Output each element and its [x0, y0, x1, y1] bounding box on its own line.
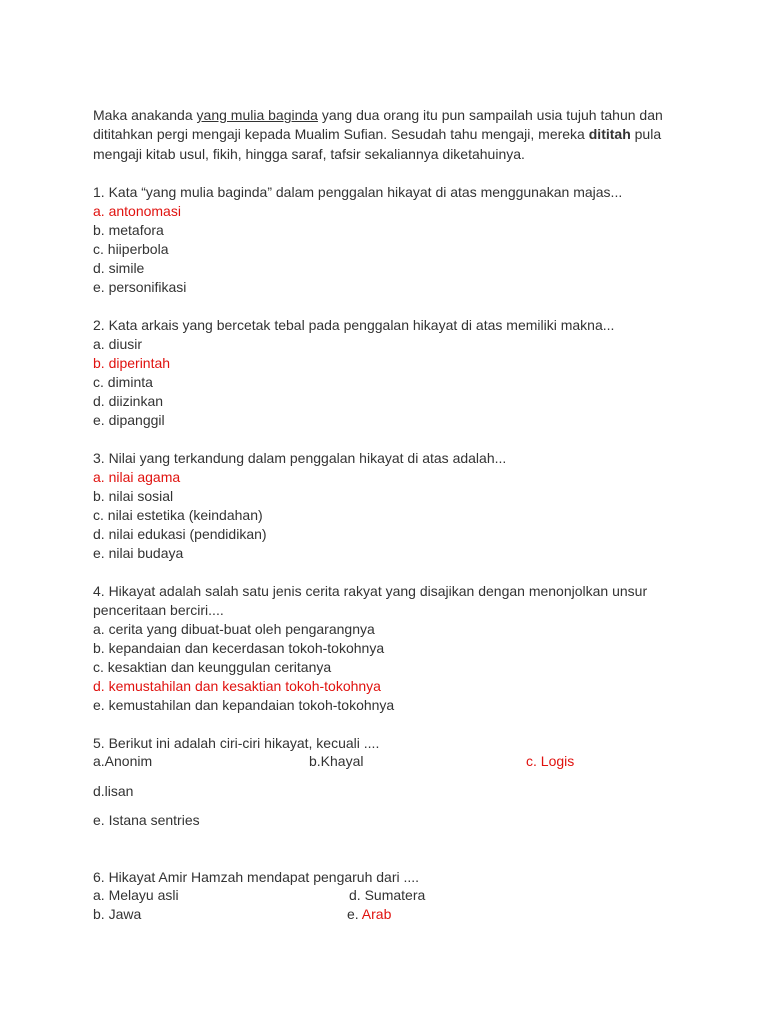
option-c: c. kesaktian dan keunggulan ceritanya: [93, 658, 332, 675]
option-a: a. diusir: [93, 335, 143, 352]
options-row: [93, 906, 683, 925]
option-a: a.Anonim: [93, 752, 153, 769]
option-d: d. Sumatera: [349, 886, 426, 903]
option-b: b. nilai sosial: [93, 487, 174, 504]
option-a: a. Melayu asli: [93, 886, 179, 903]
option-d: d. nilai edukasi (pendidikan): [93, 525, 267, 542]
question-stem: 4. Hikayat adalah salah satu jenis cerita rakyat yang disajikan dengan menonjolkan unsur: [93, 582, 648, 599]
passage-underlined-phrase: yang mulia baginda: [196, 107, 318, 123]
option-b-answer: b. diperintah: [93, 354, 171, 371]
option-c: c. hiiperbola: [93, 240, 169, 257]
question-5: [93, 734, 683, 830]
passage-text: pula mengaji kitab usul, fikih, hingga saraf, tafsir sekaliannya diketahuinya.: [93, 126, 662, 162]
option-b: b.Khayal: [309, 752, 364, 769]
question-4: [93, 582, 683, 715]
question-stem: 5. Berikut ini adalah ciri-ciri hikayat, kecuali ....: [93, 734, 380, 751]
passage-text: Maka anakanda: [93, 107, 197, 123]
passage-bold-word: dititah: [588, 126, 631, 143]
question-stem: 1. Kata “yang mulia baginda” dalam penggalan hikayat di atas menggunakan majas...: [93, 183, 623, 200]
option-e: e. dipanggil: [93, 411, 165, 428]
option-e-prefix: e.: [347, 905, 362, 922]
question-1: [93, 183, 683, 297]
question-stem-continued: penceritaan berciri....: [93, 601, 224, 618]
option-e: [347, 906, 391, 922]
option-c-answer: c. Logis: [526, 752, 575, 769]
option-b: b. kepandaian dan kecerdasan tokoh-tokohnya: [93, 639, 385, 656]
options-row: [93, 887, 683, 906]
option-b: b. metafora: [93, 221, 164, 238]
question-stem: 3. Nilai yang terkandung dalam penggalan hikayat di atas adalah...: [93, 449, 507, 466]
option-e-answer: Arab: [361, 905, 392, 922]
option-a: a. cerita yang dibuat-buat oleh pengarangnya: [93, 620, 375, 637]
option-e: e. nilai budaya: [93, 544, 184, 561]
option-d-answer: d. kemustahilan dan kesaktian tokoh-tokohnya: [93, 677, 381, 694]
option-a-answer: a. nilai agama: [93, 468, 181, 485]
question-stem: 2. Kata arkais yang bercetak tebal pada penggalan hikayat di atas memiliki makna...: [93, 316, 615, 333]
option-d: d. diizinkan: [93, 392, 164, 409]
option-d: d.lisan: [93, 782, 134, 799]
question-6: [93, 868, 683, 925]
option-c: c. nilai estetika (keindahan): [93, 506, 263, 523]
option-b: b. Jawa: [93, 905, 142, 922]
passage: [93, 106, 683, 164]
option-e: e. kemustahilan dan kepandaian tokoh-tokohnya: [93, 696, 395, 713]
option-e: e. personifikasi: [93, 278, 187, 295]
option-c: c. diminta: [93, 373, 153, 390]
option-a-answer: a. antonomasi: [93, 202, 181, 219]
option-d: d. simile: [93, 259, 145, 276]
passage-text: yang dua orang itu pun sampailah usia tujuh tahun dan dititahkan pergi mengaji kepada Mualim Sufian. Sesudah tahu mengaji, mereka: [93, 107, 663, 143]
question-stem: 6. Hikayat Amir Hamzah mendapat pengaruh dari ....: [93, 868, 420, 885]
question-3: [93, 449, 683, 563]
option-e: e. Istana sentries: [93, 811, 200, 828]
options-row: [93, 753, 683, 772]
worksheet: [93, 106, 683, 925]
question-2: [93, 316, 683, 430]
